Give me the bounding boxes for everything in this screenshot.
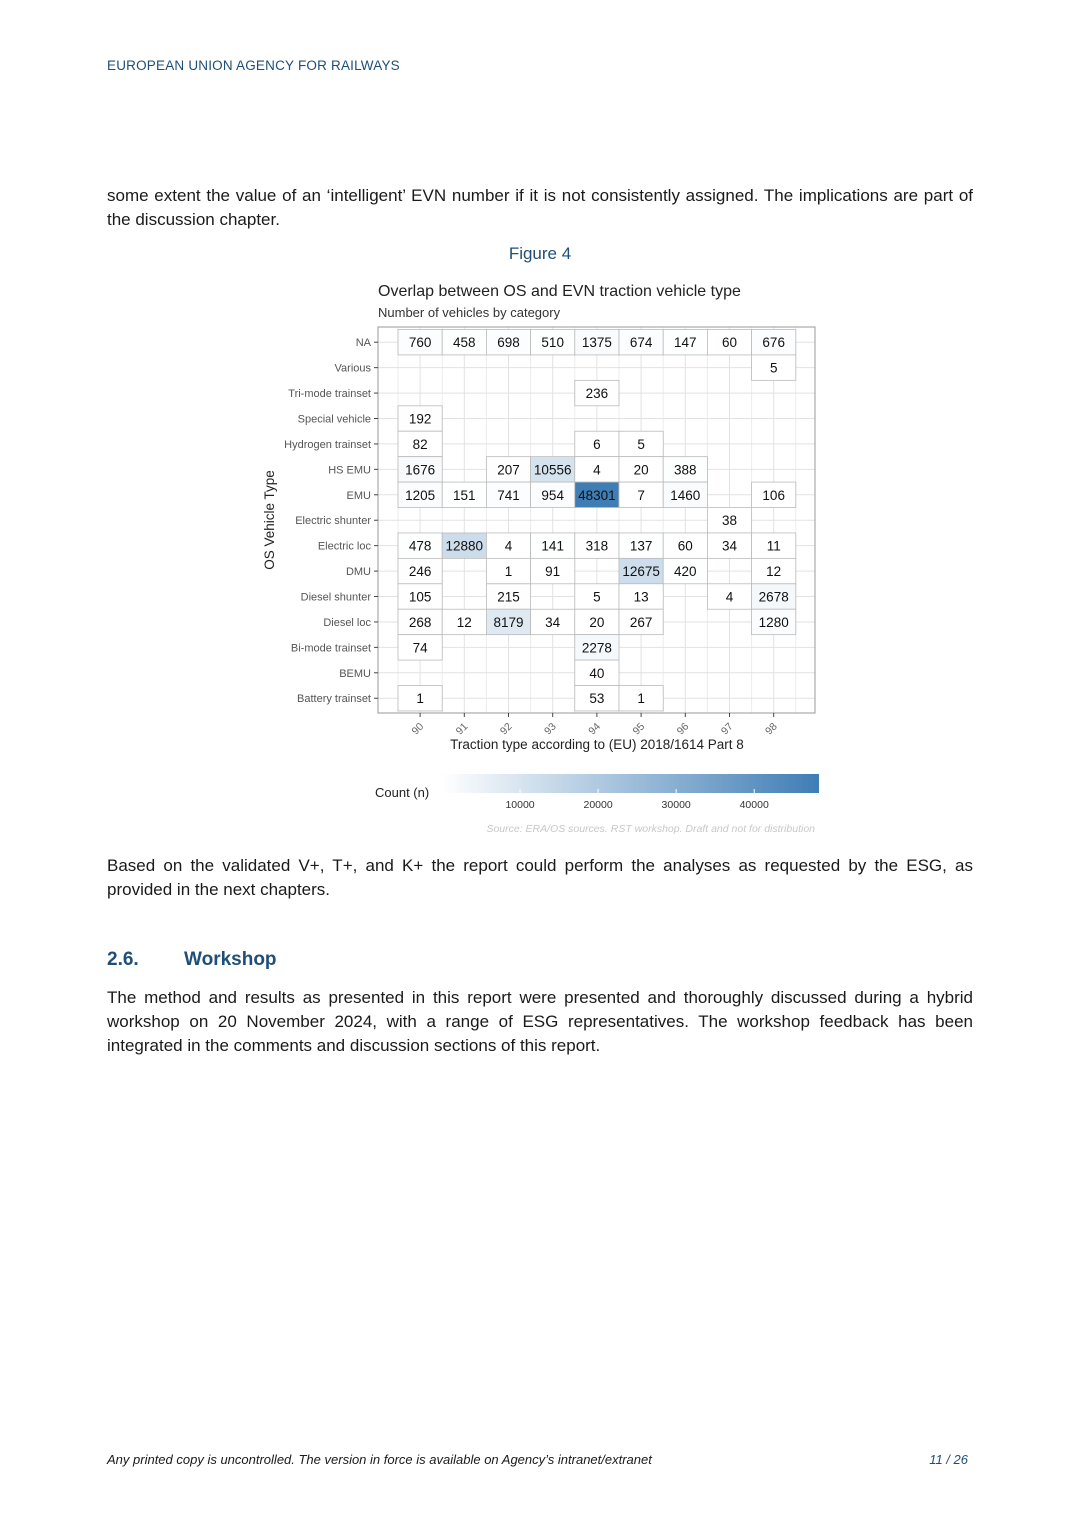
cell-value-label: 106 bbox=[762, 487, 785, 503]
cell-value-label: 12675 bbox=[622, 564, 660, 580]
cell-value-label: 60 bbox=[677, 538, 693, 554]
cell-value-label: 34 bbox=[721, 538, 738, 554]
figure-caption: Figure 4 bbox=[508, 244, 572, 263]
cell-value-label: 1 bbox=[637, 691, 645, 707]
legend-tick-label: 30000 bbox=[661, 799, 691, 811]
cell-value-label: 82 bbox=[412, 436, 428, 452]
cell-value-label: 13 bbox=[633, 589, 649, 605]
cell-value-label: 1676 bbox=[405, 462, 436, 478]
section-number: 2.6. bbox=[107, 949, 139, 970]
chart-title: Overlap between OS and EVN traction vehicle type bbox=[378, 283, 741, 300]
cell-value-label: 674 bbox=[629, 335, 653, 351]
cell-value-label: 1 bbox=[504, 564, 513, 580]
cell-value-label: 151 bbox=[453, 487, 476, 503]
cell-value-label: 388 bbox=[674, 462, 697, 478]
cell-value-label: 1375 bbox=[581, 335, 612, 351]
cell-value-label: 4 bbox=[504, 538, 513, 554]
cell-value-label: 137 bbox=[629, 538, 653, 554]
cell-value-label: 40 bbox=[589, 665, 605, 681]
cell-value-label: 215 bbox=[497, 589, 520, 605]
chart-source-note: Source: ERA/OS sources. RST workshop. Draft and not for distribution bbox=[486, 823, 815, 835]
cell-value-label: 1 bbox=[416, 691, 424, 707]
y-tick-label: DMU bbox=[345, 566, 371, 579]
x-tick-label: 91 bbox=[453, 720, 471, 738]
cell-value-label: 676 bbox=[762, 335, 785, 351]
cell-value-label: 4 bbox=[593, 462, 601, 478]
x-tick-label: 98 bbox=[763, 720, 780, 738]
y-tick-label: Tri-mode trainset bbox=[288, 388, 371, 401]
y-tick-label: Diesel loc bbox=[323, 616, 371, 629]
cell-value-label: 11 bbox=[766, 538, 781, 554]
document-header: EUROPEAN UNION AGENCY FOR RAILWAYS bbox=[107, 58, 400, 73]
y-tick-label: Battery trainset bbox=[297, 693, 371, 706]
cell-value-label: 4 bbox=[725, 589, 734, 605]
y-tick-label: Diesel shunter bbox=[300, 591, 371, 604]
cell-value-label: 8179 bbox=[493, 614, 524, 630]
cell-value-label: 34 bbox=[545, 614, 561, 630]
cell-value-label: 192 bbox=[408, 411, 432, 427]
chart-subtitle: Number of vehicles by category bbox=[378, 305, 561, 320]
cell-value-label: 1280 bbox=[758, 614, 789, 630]
cell-value-label: 478 bbox=[408, 538, 432, 554]
cell-value-label: 12 bbox=[766, 564, 782, 580]
cell-value-label: 53 bbox=[589, 691, 605, 707]
legend-colorbar bbox=[442, 774, 819, 793]
y-axis-label: OS Vehicle Type bbox=[262, 470, 277, 570]
y-tick-label: Various bbox=[334, 362, 371, 375]
cell-value-label: 741 bbox=[497, 487, 520, 503]
cell-value-label: 7 bbox=[637, 487, 645, 503]
y-tick-label: Electric loc bbox=[317, 540, 371, 553]
cell-value-label: 5 bbox=[769, 360, 778, 376]
cell-value-label: 141 bbox=[541, 538, 564, 554]
cell-value-label: 91 bbox=[545, 564, 561, 580]
cell-value-label: 12880 bbox=[445, 538, 484, 554]
cell-value-label: 458 bbox=[453, 335, 476, 351]
legend-title: Count (n) bbox=[375, 785, 430, 800]
cell-value-label: 5 bbox=[593, 589, 601, 605]
cell-value-label: 268 bbox=[408, 614, 432, 630]
paragraph: Based on the validated V+, T+, and K+ the report could perform the analyses as requested by the ESG, as provided in the next chapters. bbox=[107, 856, 973, 899]
section-heading bbox=[107, 949, 277, 971]
cell-value-label: 760 bbox=[408, 335, 432, 351]
x-axis-label: Traction type according to (EU) 2018/1614 Part 8 bbox=[450, 737, 744, 752]
cell-value-label: 38 bbox=[721, 513, 738, 529]
cell-value-label: 1205 bbox=[405, 487, 436, 503]
cell-value-label: 20 bbox=[589, 614, 605, 630]
legend-tick-label: 40000 bbox=[739, 799, 769, 811]
x-tick-label: 90 bbox=[409, 720, 427, 738]
cell-value-label: 420 bbox=[674, 564, 697, 580]
cell-value-label: 147 bbox=[674, 335, 697, 351]
paragraph: The method and results as presented in this report were presented and thoroughly discussed during a hybrid workshop on 20 November 2024, with a range of ESG representatives. The workshop feedback has been integrated in the comments and discussion sections of this report. bbox=[107, 988, 973, 1055]
legend-tick-label: 20000 bbox=[583, 799, 613, 811]
cell-value-label: 20 bbox=[633, 462, 649, 478]
cell-value-label: 48301 bbox=[578, 487, 616, 503]
cell-value-label: 2678 bbox=[758, 589, 789, 605]
cell-value-label: 318 bbox=[585, 538, 609, 554]
cell-value-label: 6 bbox=[593, 436, 601, 452]
y-tick-label: Bi-mode trainset bbox=[290, 642, 371, 655]
y-tick-label: BEMU bbox=[339, 667, 371, 680]
cell-value-label: 510 bbox=[541, 335, 564, 351]
cell-value-label: 954 bbox=[541, 487, 564, 503]
y-tick-label: Hydrogen trainset bbox=[284, 438, 371, 451]
cell-value-label: 236 bbox=[585, 386, 609, 402]
cell-value-label: 698 bbox=[497, 335, 520, 351]
section-title: Workshop bbox=[184, 949, 277, 970]
cell-value-label: 12 bbox=[456, 614, 472, 630]
x-tick-label: 95 bbox=[630, 720, 648, 738]
cell-value-label: 105 bbox=[408, 589, 432, 605]
x-tick-label: 96 bbox=[674, 720, 692, 738]
cell-value-label: 2278 bbox=[581, 640, 612, 656]
paragraph: some extent the value of an ‘intelligent’ EVN number if it is not consistently assigned. The implications are part of the discussion chapter. bbox=[107, 186, 973, 229]
footer-disclaimer: Any printed copy is uncontrolled. The version in force is available on Agency’s intranet/extranet bbox=[107, 1452, 652, 1467]
cell-value-label: 5 bbox=[637, 436, 645, 452]
cell-value-label: 10556 bbox=[533, 462, 572, 478]
cell-value-label: 246 bbox=[408, 564, 432, 580]
cell-value-label: 74 bbox=[412, 640, 428, 656]
y-tick-label: Electric shunter bbox=[295, 515, 371, 528]
cell-value-label: 207 bbox=[497, 462, 520, 478]
y-tick-label: EMU bbox=[346, 489, 371, 502]
y-tick-label: Special vehicle bbox=[297, 413, 371, 426]
legend-tick-label: 10000 bbox=[505, 799, 535, 811]
cell-value-label: 267 bbox=[629, 614, 653, 630]
cell-value-label: 1460 bbox=[670, 487, 701, 503]
x-tick-label: 92 bbox=[497, 720, 515, 738]
x-tick-label: 93 bbox=[542, 720, 559, 738]
page-number: 11 / 26 bbox=[929, 1452, 968, 1467]
y-tick-label: NA bbox=[355, 337, 371, 350]
x-tick-label: 94 bbox=[586, 720, 604, 738]
x-tick-label: 97 bbox=[718, 720, 736, 738]
cell-value-label: 60 bbox=[721, 335, 738, 351]
y-tick-label: HS EMU bbox=[328, 464, 371, 477]
